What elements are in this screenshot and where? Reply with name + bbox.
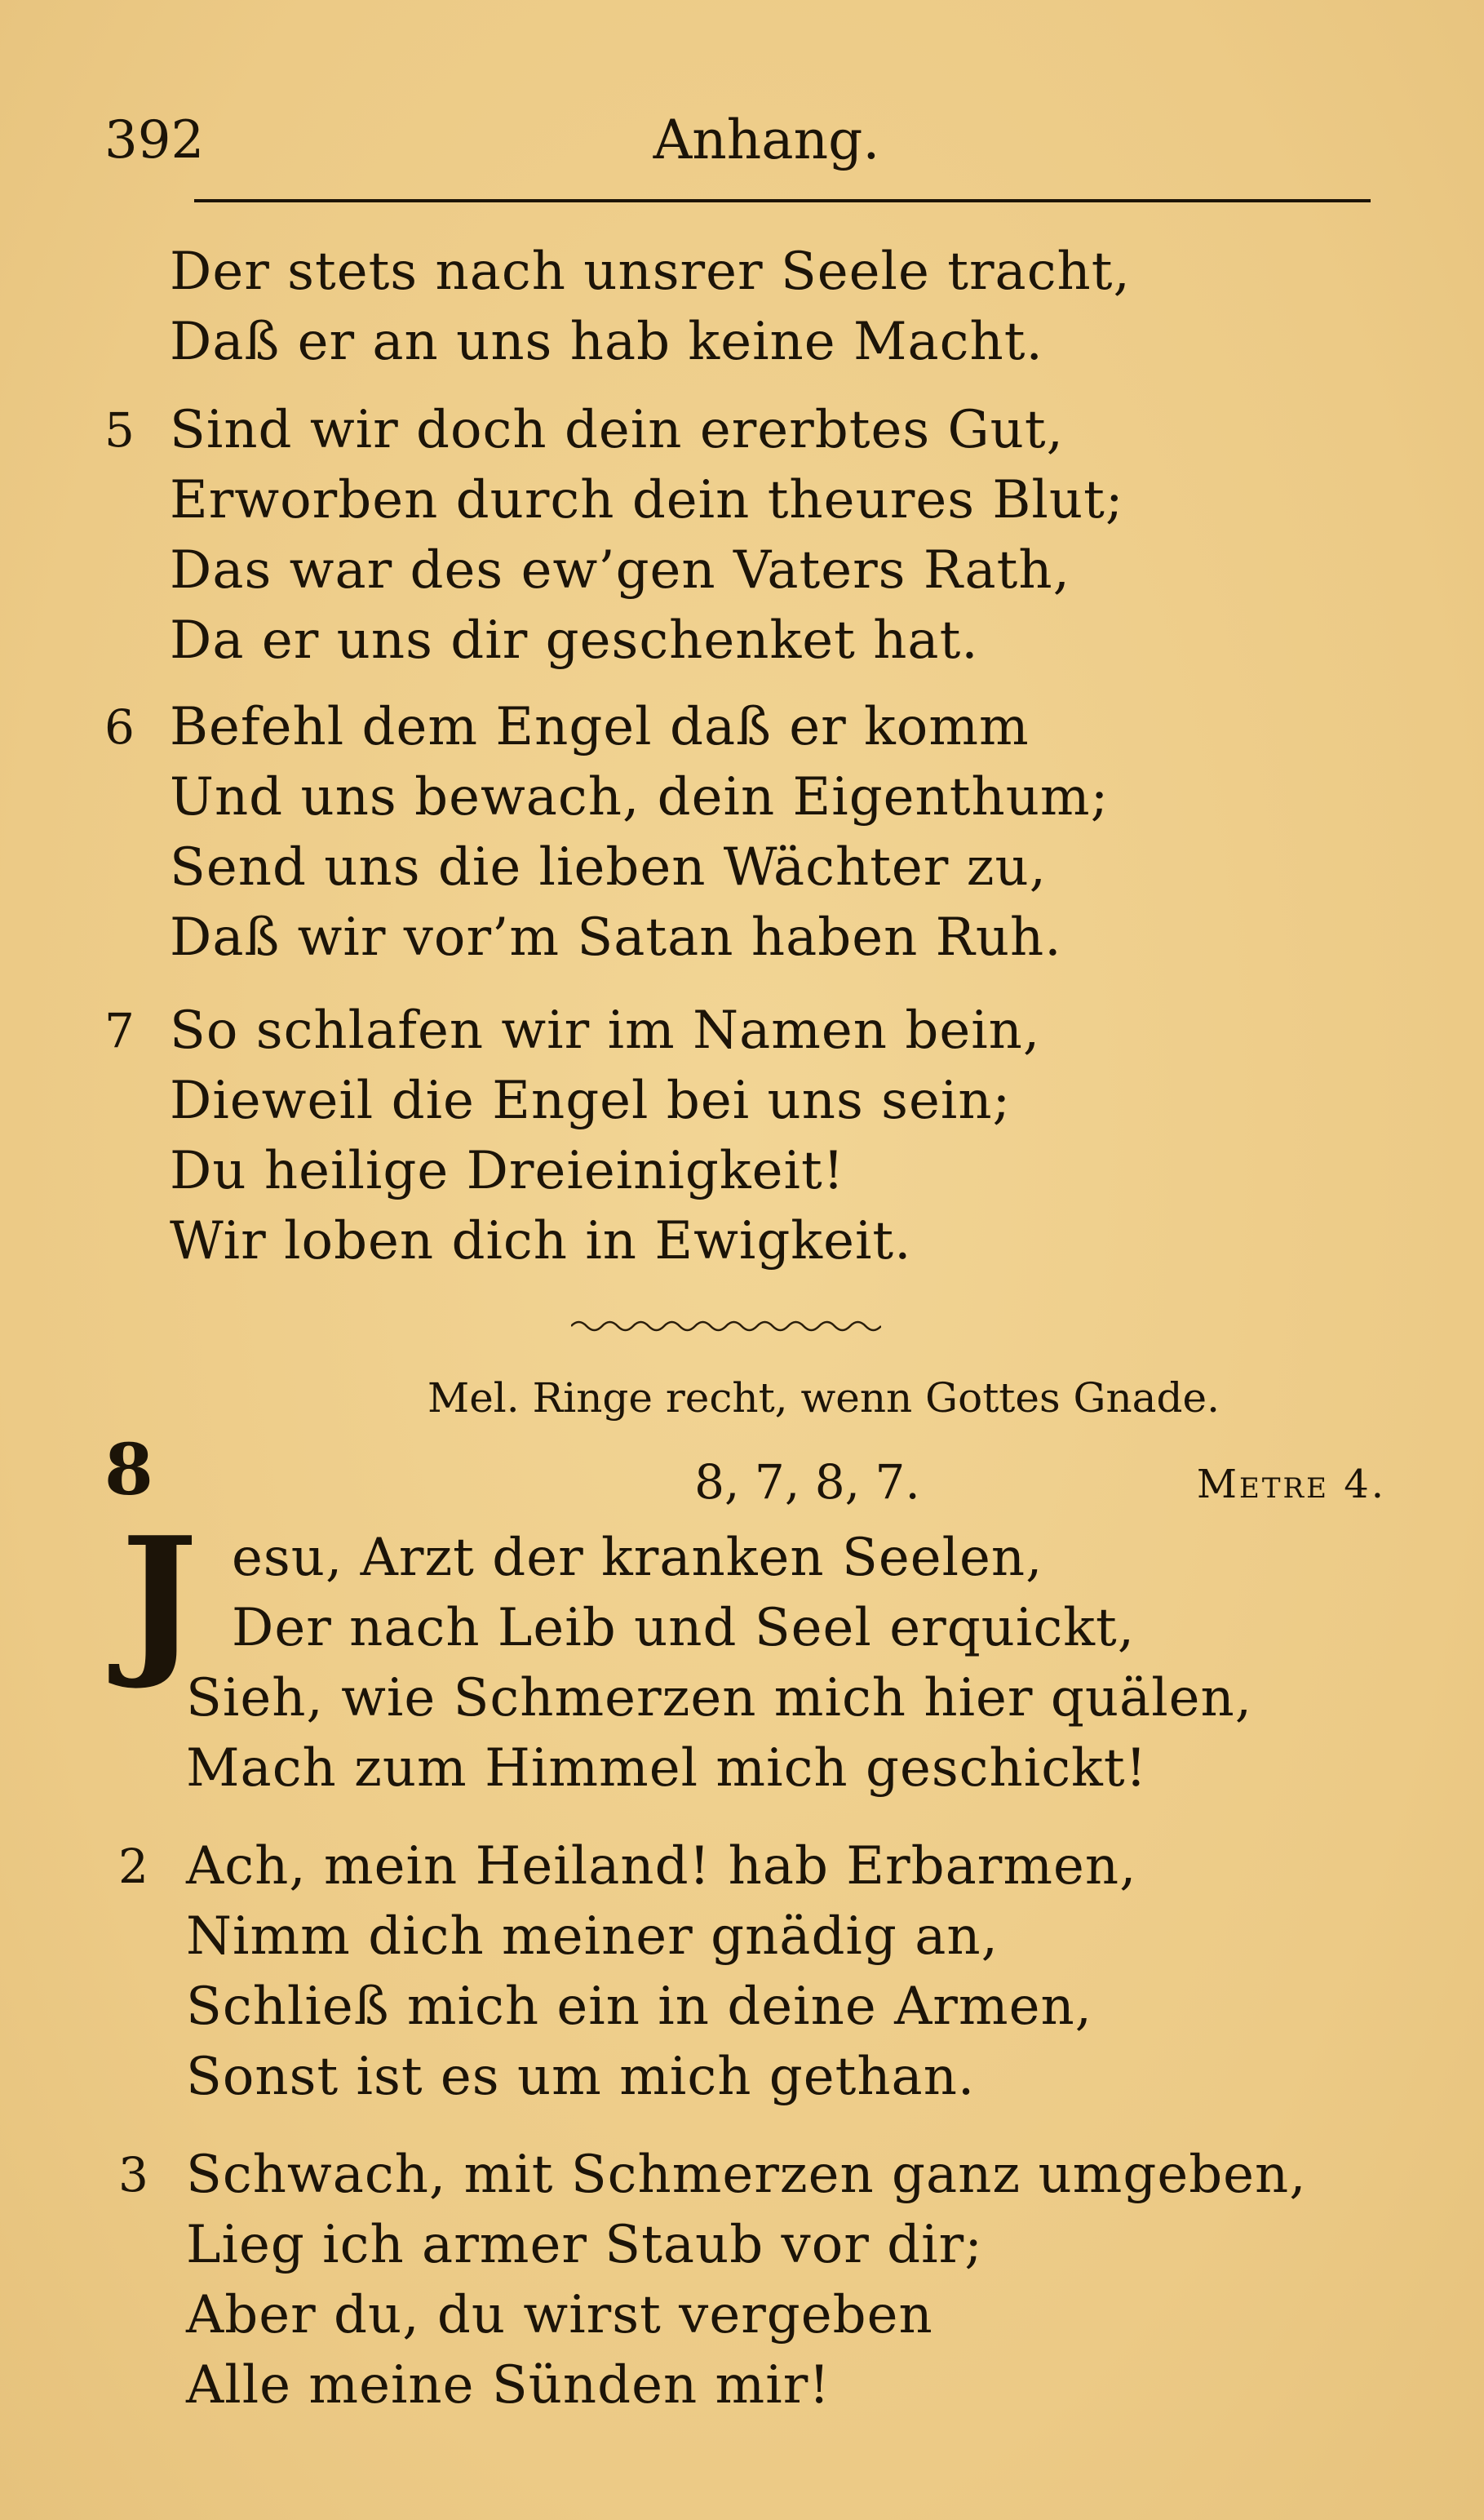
verse-line: Nimm dich meiner gnädig an, — [186, 1906, 999, 1967]
verse-line: Send uns die lieben Wächter zu, — [170, 837, 1047, 898]
verse-line: Da er uns dir geschenket hat. — [170, 610, 979, 671]
verse-line: Das war des ew’gen Vaters Rath, — [170, 540, 1070, 601]
verse-line: Lieg ich armer Staub vor dir; — [186, 2215, 983, 2275]
verse-number: 6 — [104, 699, 135, 755]
verse-line: Du heilige Dreieinigkeit! — [170, 1141, 845, 1201]
page-number: 392 — [104, 110, 205, 171]
verse-line: Sonst ist es um mich gethan. — [186, 2047, 976, 2107]
verse-number: 2 — [118, 1839, 148, 1894]
verse-number: 3 — [118, 2147, 148, 2203]
verse-line: Dieweil die Engel bei uns sein; — [170, 1071, 1012, 1131]
verse-line: Mach zum Himmel mich geschickt! — [186, 1738, 1148, 1799]
verse-line: Wir loben dich in Ewigkeit. — [170, 1211, 912, 1271]
drop-cap: J — [121, 1502, 198, 1693]
verse-line: Sind wir doch dein ererbtes Gut, — [170, 400, 1064, 460]
verse-line: Schwach, mit Schmerzen ganz umgeben, — [186, 2145, 1307, 2205]
verse-line: Der nach Leib und Seel erquickt, — [232, 1598, 1136, 1658]
verse-line: Schließ mich ein in deine Armen, — [186, 1977, 1092, 2037]
verse-line: Und uns bewach, dein Eigenthum; — [170, 767, 1110, 827]
verse-line: Sieh, wie Schmerzen mich hier quälen, — [186, 1668, 1253, 1728]
header-rule — [194, 199, 1371, 202]
verse-line: Erworben durch dein theures Blut; — [170, 470, 1124, 530]
hymn-number: 8 — [104, 1429, 153, 1511]
verse-line: Befehl dem Engel daß er komm — [170, 697, 1030, 757]
metre-label: Metre 4. — [1196, 1462, 1386, 1507]
running-head: Anhang. — [653, 109, 880, 171]
verse-number: 7 — [104, 1003, 135, 1058]
verse-line: esu, Arzt der kranken Seelen, — [232, 1528, 1043, 1588]
verse-line: Daß wir vor’m Satan haben Ruh. — [170, 907, 1062, 968]
verse-line: Ach, mein Heiland! hab Erbarmen, — [186, 1836, 1137, 1897]
verse-line: Daß er an uns hab keine Macht. — [170, 312, 1043, 372]
verse-line: Der stets nach unsrer Seele tracht, — [170, 242, 1131, 302]
verse-line: Aber du, du wirst vergeben — [186, 2285, 933, 2345]
verse-line: So schlafen wir im Namen bein, — [170, 1000, 1041, 1061]
melody-line: Mel. Ringe recht, wenn Gottes Gnade. — [427, 1374, 1220, 1422]
ornament-divider — [571, 1314, 881, 1338]
verse-number: 5 — [104, 402, 135, 458]
verse-line: Alle meine Sünden mir! — [186, 2355, 831, 2416]
metre-numbers: 8, 7, 8, 7. — [694, 1454, 920, 1510]
